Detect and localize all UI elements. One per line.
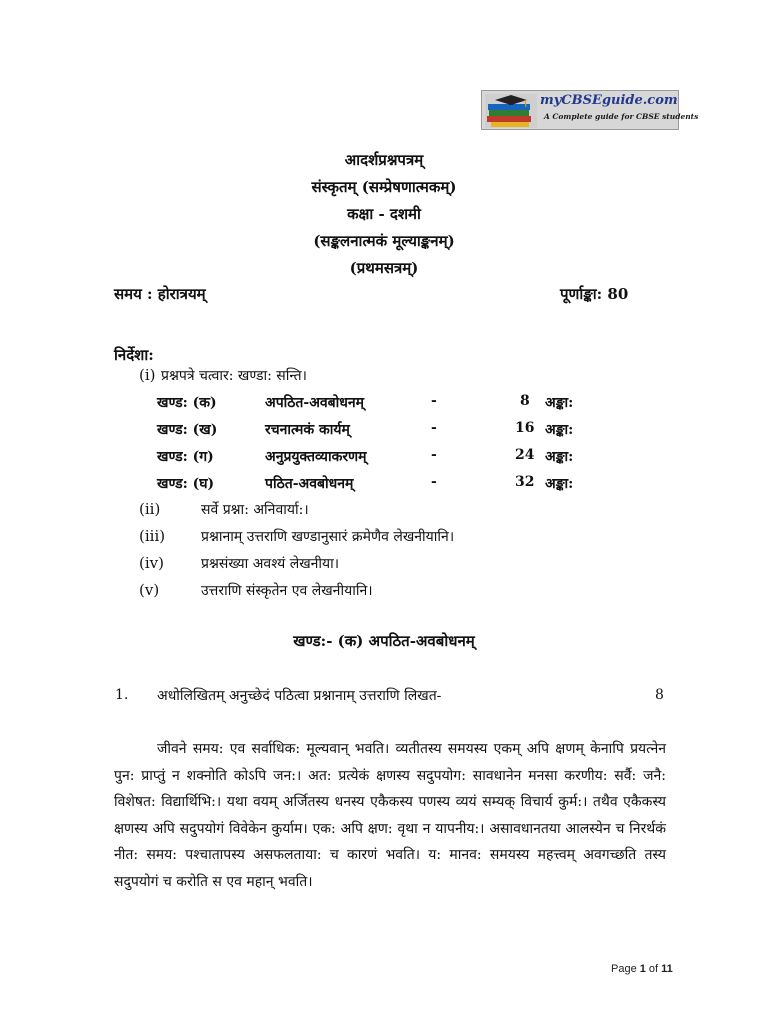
instruction-text: प्रश्नानाम् उत्तराणि खण्डानुसारं क्रमेणैव लेखनीयानि। xyxy=(201,529,455,545)
khanda-marks: 16 xyxy=(515,420,535,436)
khanda-name: खण्ड: (घ) xyxy=(157,476,215,492)
khanda-unit: अङ्का: xyxy=(545,422,574,438)
khanda-title: रचनात्मकं कार्यम् xyxy=(265,422,350,438)
instruction-text: प्रश्नपत्रे चत्वार: खण्डा: सन्ति। xyxy=(161,368,307,384)
instruction-label: (i) xyxy=(139,366,156,384)
site-logo xyxy=(481,90,699,130)
instruction-text: प्रश्नसंख्या अवश्यं लेखनीया। xyxy=(201,556,340,572)
question-marks: 8 xyxy=(655,687,664,703)
title-line-5: (प्रथमसत्रम्) xyxy=(349,259,419,277)
title-line-2: संस्कृतम् (सम्प्रेषणात्मकम्) xyxy=(311,178,457,196)
total-marks: पूर्णाङ्का: 80 xyxy=(560,285,629,303)
khanda-row xyxy=(157,420,617,442)
khanda-title: अपठित-अवबोधनम् xyxy=(265,395,365,411)
khanda-unit: अङ्का: xyxy=(545,395,574,411)
khanda-row xyxy=(157,474,617,496)
page-current: 1 xyxy=(639,963,646,975)
title-line-1: आदर्शप्रश्नपत्रम् xyxy=(344,151,424,169)
instruction-text: सर्वे प्रश्ना: अनिवार्या:। xyxy=(201,502,309,518)
instruction-label: (iii) xyxy=(139,527,166,545)
books-icon xyxy=(485,94,537,128)
khanda-unit: अङ्का: xyxy=(545,449,574,465)
khanda-dash: - xyxy=(431,447,437,463)
instruction-label: (v) xyxy=(139,581,160,599)
page-total: 11 xyxy=(661,963,673,975)
khanda-marks: 8 xyxy=(520,393,530,409)
question-text: अधोलिखितम् अनुच्छेदं पठित्वा प्रश्नानाम् उत्तराणि लिखत- xyxy=(157,688,442,704)
khanda-dash: - xyxy=(431,420,437,436)
khanda-dash: - xyxy=(431,393,437,409)
question-number: 1. xyxy=(115,687,129,703)
page-footer xyxy=(611,963,673,975)
khanda-dash: - xyxy=(431,474,437,490)
passage-paragraph: जीवने समय: एव सर्वाधिक: मूल्यवान् भवति। व्यतीतस्य समयस्य एकम् अपि क्षणम् केनापि प्रयत्नेन पुन: प्राप्तुं न शक्नोति कोऽपि जन:। अत: प्रत्येकं क्षणस्य सदुपयोग: सावधानेन मनसा करणीय: सर्वै: जनै: विशेषत: विद्यार्थिभि:। यथा वयम् अर्जितस्य धनस्य एकैकस्य पणस्य व्ययं सम्यक् विचार्य कुर्म:। तथैव एकैकस्य क्षणस्य अपि सदुपयोगं विवेकेन कुर्याम। एक: अपि क्षण: वृथा न यापनीय:। असावधानतया आलस्येन च निरर्थकं नीत: समय: पश्चातापस्य असफलताया: च कारणं भवति। य: मानव: समयस्य महत्त्वम् अवगच्छति तस्य सदुपयोगं च करोति स एव महान् भवति। xyxy=(114,741,666,890)
logo-tagline: A Complete guide for CBSE students xyxy=(544,112,699,121)
instruction-text: उत्तराणि संस्कृतेन एव लेखनीयानि। xyxy=(201,583,373,599)
section-title: खण्ड:- (क) अपठित-अवबोधनम् xyxy=(293,632,475,650)
khanda-marks: 32 xyxy=(515,474,535,490)
khanda-name: खण्ड: (ग) xyxy=(157,449,214,465)
page-of: of xyxy=(645,963,662,975)
logo-brand-text: myCBSEguide.com xyxy=(540,93,678,108)
instruction-label: (ii) xyxy=(139,500,161,518)
khanda-name: खण्ड: (क) xyxy=(157,395,217,411)
title-line-4: (सङ्कलनात्मकं मूल्याङ्कनम्) xyxy=(313,232,455,250)
khanda-title: पठित-अवबोधनम् xyxy=(265,476,354,492)
instruction-label: (iv) xyxy=(139,554,164,572)
khanda-name: खण्ड: (ख) xyxy=(157,422,218,438)
page-prefix: Page xyxy=(611,963,640,975)
exam-time: समय : होरात्रयम् xyxy=(114,285,206,303)
khanda-unit: अङ्का: xyxy=(545,476,574,492)
khanda-row xyxy=(157,447,617,469)
instructions-heading: निर्देशा: xyxy=(114,346,154,364)
khanda-row xyxy=(157,393,617,415)
title-line-3: कक्षा - दशमी xyxy=(347,205,421,223)
khanda-marks: 24 xyxy=(515,447,535,463)
khanda-title: अनुप्रयुक्तव्याकरणम् xyxy=(265,449,367,465)
